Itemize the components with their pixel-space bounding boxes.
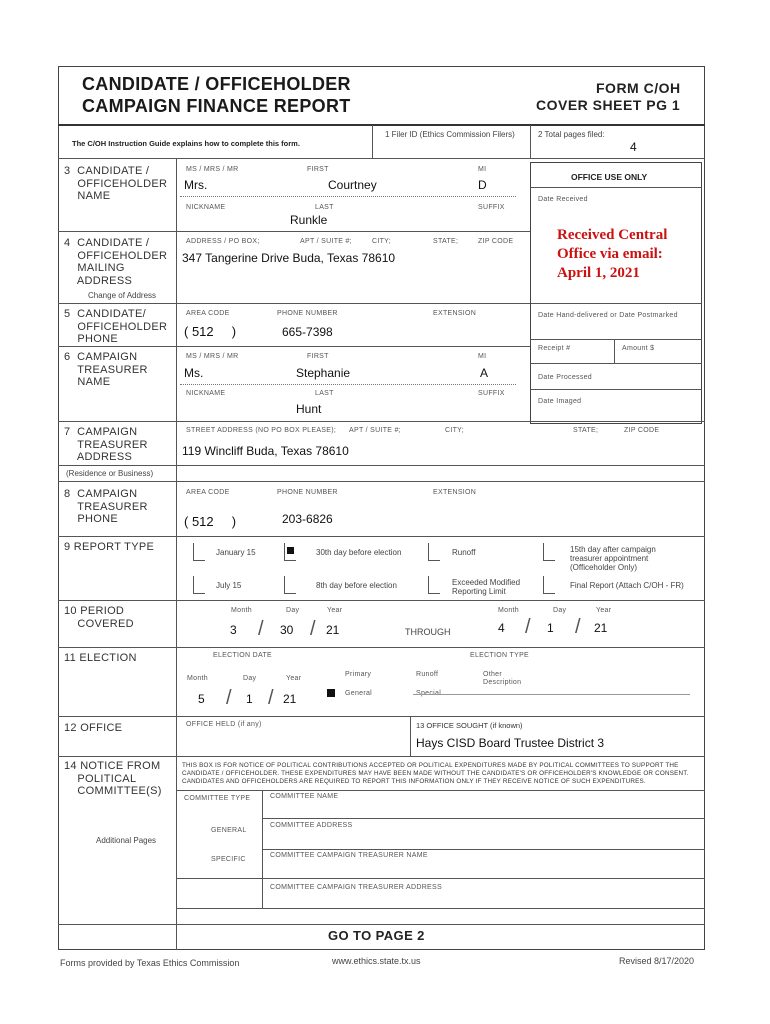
election-month-label: Month [187, 675, 208, 682]
exceeded-line1: Exceeded Modified [452, 578, 521, 587]
treasurer-city-label: CITY; [445, 427, 464, 434]
area-code-label: AREA CODE [186, 310, 230, 317]
date-separator: / [310, 618, 316, 640]
residence-label: (Residence or Business) [66, 469, 154, 478]
office-held-label: OFFICE HELD (if any) [186, 721, 262, 728]
notice-text: THIS BOX IS FOR NOTICE OF POLITICAL CONTRIBUTIONS ACCEPTED OR POLITICAL EXPENDITURES MADE BY POLITICAL COMMITTEES TO SUPPORT THE CANDIDATE / OFFICEHOLDER. THESE EXPENDITURES MAY HAVE BEEN MADE WITHOUT THE CANDIDATE'S OR OFFICEHOLDER'S KNOWLEDGE OR CONSENT. CANDIDATES AND OFFICEHOLDERS ARE REQUIRED TO REPORT THIS INFORMATION ONLY IF THEY RECEIVE NOTICE OF SUCH EXPENDITURES. [182, 762, 689, 785]
general-type-label: GENERAL [211, 827, 247, 834]
first-label: FIRST [307, 166, 329, 173]
period-to-day: 1 [547, 621, 554, 635]
revised-date: Revised 8/17/2020 [619, 956, 695, 966]
final-report-label: Final Report (Attach C/OH - FR) [570, 581, 684, 590]
treasurer-area-code: ( 512 ) [184, 514, 237, 529]
section-8-label: 8 CAMPAIGN TREASURER PHONE [64, 488, 148, 525]
treasurer-nickname-label: NICKNAME [186, 390, 226, 397]
date-processed-label: Date Processed [538, 374, 593, 381]
period-from-year: 21 [326, 623, 340, 637]
period-to-month-label: Month [498, 607, 519, 614]
15th-day-line1: 15th day after campaign [570, 545, 656, 554]
other-label-line1: Other [483, 671, 503, 678]
exceeded-line2: Reporting Limit [452, 587, 506, 596]
cover-sheet-label: COVER SHEET PG 1 [536, 97, 681, 113]
checkbox-8th-day[interactable] [284, 576, 296, 594]
treasurer-suffix-label: SUFFIX [478, 390, 505, 397]
office-sought-label: 13 OFFICE SOUGHT (if known) [416, 721, 523, 730]
section-12-label: 12 OFFICE [64, 722, 123, 734]
treasurer-first-name: Stephanie [296, 366, 351, 380]
form-id: FORM C/OH [596, 80, 681, 96]
treasurer-mi: A [480, 366, 489, 380]
date-separator: / [268, 687, 274, 709]
office-sought-value: Hays CISD Board Trustee District 3 [416, 736, 605, 750]
specific-type-label: SPECIFIC [211, 856, 246, 863]
january-15-label: January 15 [216, 548, 256, 557]
section-7-label: 7 CAMPAIGN TREASURER ADDRESS [64, 426, 148, 463]
candidate-last-name: Runkle [290, 213, 328, 227]
runoff-label: Runoff [452, 548, 476, 557]
treasurer-last-name: Hunt [296, 402, 322, 416]
treasurer-phone-label: PHONE NUMBER [277, 489, 338, 496]
state-label: STATE; [433, 238, 459, 245]
date-separator: / [226, 687, 232, 709]
treasurer-mi-label: MI [478, 353, 487, 360]
section-14-label: 14 NOTICE FROM POLITICAL COMMITTEE(S) [64, 760, 162, 797]
election-type-label: ELECTION TYPE [470, 652, 530, 659]
period-to-day-label: Day [553, 607, 567, 614]
committee-type-label: COMMITTEE TYPE [184, 795, 251, 802]
additional-pages-label: Additional Pages [96, 836, 157, 845]
treasurer-apt-label: APT / SUITE #; [349, 427, 401, 434]
checkbox-15th-day[interactable] [543, 543, 555, 561]
change-of-address-label: Change of Address [88, 291, 157, 300]
election-runoff-label: Runoff [416, 671, 439, 678]
office-use-title: OFFICE USE ONLY [571, 172, 648, 182]
treasurer-last-label: LAST [315, 390, 334, 397]
address-label: ADDRESS / PO BOX; [186, 238, 260, 245]
total-pages-value: 4 [630, 140, 637, 154]
other-label-line2: Description [483, 679, 522, 686]
committee-address-label: COMMITTEE ADDRESS [270, 822, 353, 829]
period-from-month: 3 [230, 623, 237, 637]
treasurer-prefix-label: MS / MRS / MR [186, 353, 239, 360]
election-day-label: Day [243, 675, 257, 682]
treasurer-extension-label: EXTENSION [433, 489, 477, 496]
treasurer-prefix: Ms. [184, 366, 204, 380]
special-label: Special [416, 690, 442, 697]
committee-name-label: COMMITTEE NAME [270, 793, 339, 800]
checkbox-january-15[interactable] [193, 543, 205, 561]
treasurer-phone-number: 203-6826 [282, 512, 333, 526]
total-pages-label: 2 Total pages filed: [538, 130, 605, 139]
suffix-label: SUFFIX [478, 204, 505, 211]
primary-label: Primary [345, 671, 372, 678]
treasurer-area-code-label: AREA CODE [186, 489, 230, 496]
30th-day-label: 30th day before election [316, 548, 402, 557]
mi-label: MI [478, 166, 487, 173]
provided-by-label: Forms provided by Texas Ethics Commission [60, 958, 240, 968]
treasurer-state-label: STATE; [573, 427, 599, 434]
checkbox-july-15[interactable] [193, 576, 205, 594]
hand-delivered-label: Date Hand-delivered or Date Postmarked [538, 312, 678, 319]
date-separator: / [575, 616, 581, 638]
election-date-label: ELECTION DATE [213, 652, 273, 659]
period-to-year: 21 [594, 621, 608, 635]
checkbox-runoff[interactable] [428, 543, 440, 561]
city-label: CITY; [372, 238, 391, 245]
15th-day-line3: (Officeholder Only) [570, 563, 637, 572]
date-separator: / [258, 618, 264, 640]
apt-label: APT / SUITE #; [300, 238, 352, 245]
nickname-label: NICKNAME [186, 204, 226, 211]
july-15-label: July 15 [216, 581, 242, 590]
phone-number-label: PHONE NUMBER [277, 310, 338, 317]
amount-label: Amount $ [622, 345, 655, 352]
receipt-label: Receipt # [538, 345, 571, 352]
date-imaged-label: Date Imaged [538, 398, 582, 405]
date-separator: / [525, 616, 531, 638]
candidate-mi: D [478, 178, 487, 192]
checkbox-exceeded-modified[interactable] [428, 576, 440, 594]
general-label: General [345, 690, 373, 697]
general-election-check[interactable] [327, 689, 335, 697]
date-received-label: Date Received [538, 196, 588, 203]
15th-day-line2: treasurer appointment [570, 554, 649, 563]
section-4-label: 4 CANDIDATE / OFFICEHOLDER MAILING ADDRESS [64, 237, 168, 287]
period-from-day: 30 [280, 623, 294, 637]
street-address-label: STREET ADDRESS (NO PO BOX PLEASE); [186, 427, 337, 434]
period-month-label: Month [231, 607, 252, 614]
instruction-text: The C/OH Instruction Guide explains how to complete this form. [72, 139, 300, 148]
form-title-line2: CAMPAIGN FINANCE REPORT [82, 96, 351, 116]
through-label: THROUGH [405, 627, 451, 637]
period-day-label: Day [286, 607, 300, 614]
treasurer-address-value: 119 Wincliff Buda, Texas 78610 [182, 444, 349, 458]
prefix-label: MS / MRS / MR [186, 166, 239, 173]
committee-treasurer-name-label: COMMITTEE CAMPAIGN TREASURER NAME [270, 852, 428, 859]
form-title-line1: CANDIDATE / OFFICEHOLDER [82, 74, 351, 94]
8th-day-label: 8th day before election [316, 581, 397, 590]
go-to-page-2: GO TO PAGE 2 [328, 928, 425, 943]
election-year: 21 [283, 692, 297, 706]
candidate-area-code: ( 512 ) [184, 324, 237, 339]
election-year-label: Year [286, 675, 302, 682]
filer-id-label: 1 Filer ID (Ethics Commission Filers) [385, 130, 515, 139]
last-label: LAST [315, 204, 334, 211]
zip-label: ZIP CODE [478, 238, 514, 245]
treasurer-first-label: FIRST [307, 353, 329, 360]
period-to-year-label: Year [596, 607, 612, 614]
candidate-address-value: 347 Tangerine Drive Buda, Texas 78610 [182, 251, 396, 265]
received-stamp-line3: April 1, 2021 [557, 265, 640, 281]
checkbox-final-report[interactable] [543, 576, 555, 594]
candidate-prefix: Mrs. [184, 178, 208, 192]
section-11-label: 11 ELECTION [64, 652, 137, 664]
section-10-label: 10 PERIOD COVERED [64, 605, 134, 630]
committee-treasurer-address-label: COMMITTEE CAMPAIGN TREASURER ADDRESS [270, 884, 442, 891]
treasurer-zip-label: ZIP CODE [624, 427, 660, 434]
received-stamp-line1: Received Central [557, 227, 668, 243]
extension-label: EXTENSION [433, 310, 477, 317]
period-year-label: Year [327, 607, 343, 614]
section-3-label: 3 CANDIDATE / OFFICEHOLDER NAME [64, 165, 168, 202]
candidate-first-name: Courtney [328, 178, 377, 192]
section-5-label: 5 CANDIDATE/ OFFICEHOLDER PHONE [64, 308, 168, 345]
ethics-url: www.ethics.state.tx.us [332, 956, 421, 966]
period-to-month: 4 [498, 621, 505, 635]
received-stamp-line2: Office via email: [557, 246, 663, 262]
checkbox-30th-day[interactable] [284, 543, 296, 561]
section-9-label: 9 REPORT TYPE [64, 541, 155, 553]
candidate-phone-number: 665-7398 [282, 325, 333, 339]
election-day: 1 [246, 692, 253, 706]
election-month: 5 [198, 692, 205, 706]
section-6-label: 6 CAMPAIGN TREASURER NAME [64, 351, 148, 388]
